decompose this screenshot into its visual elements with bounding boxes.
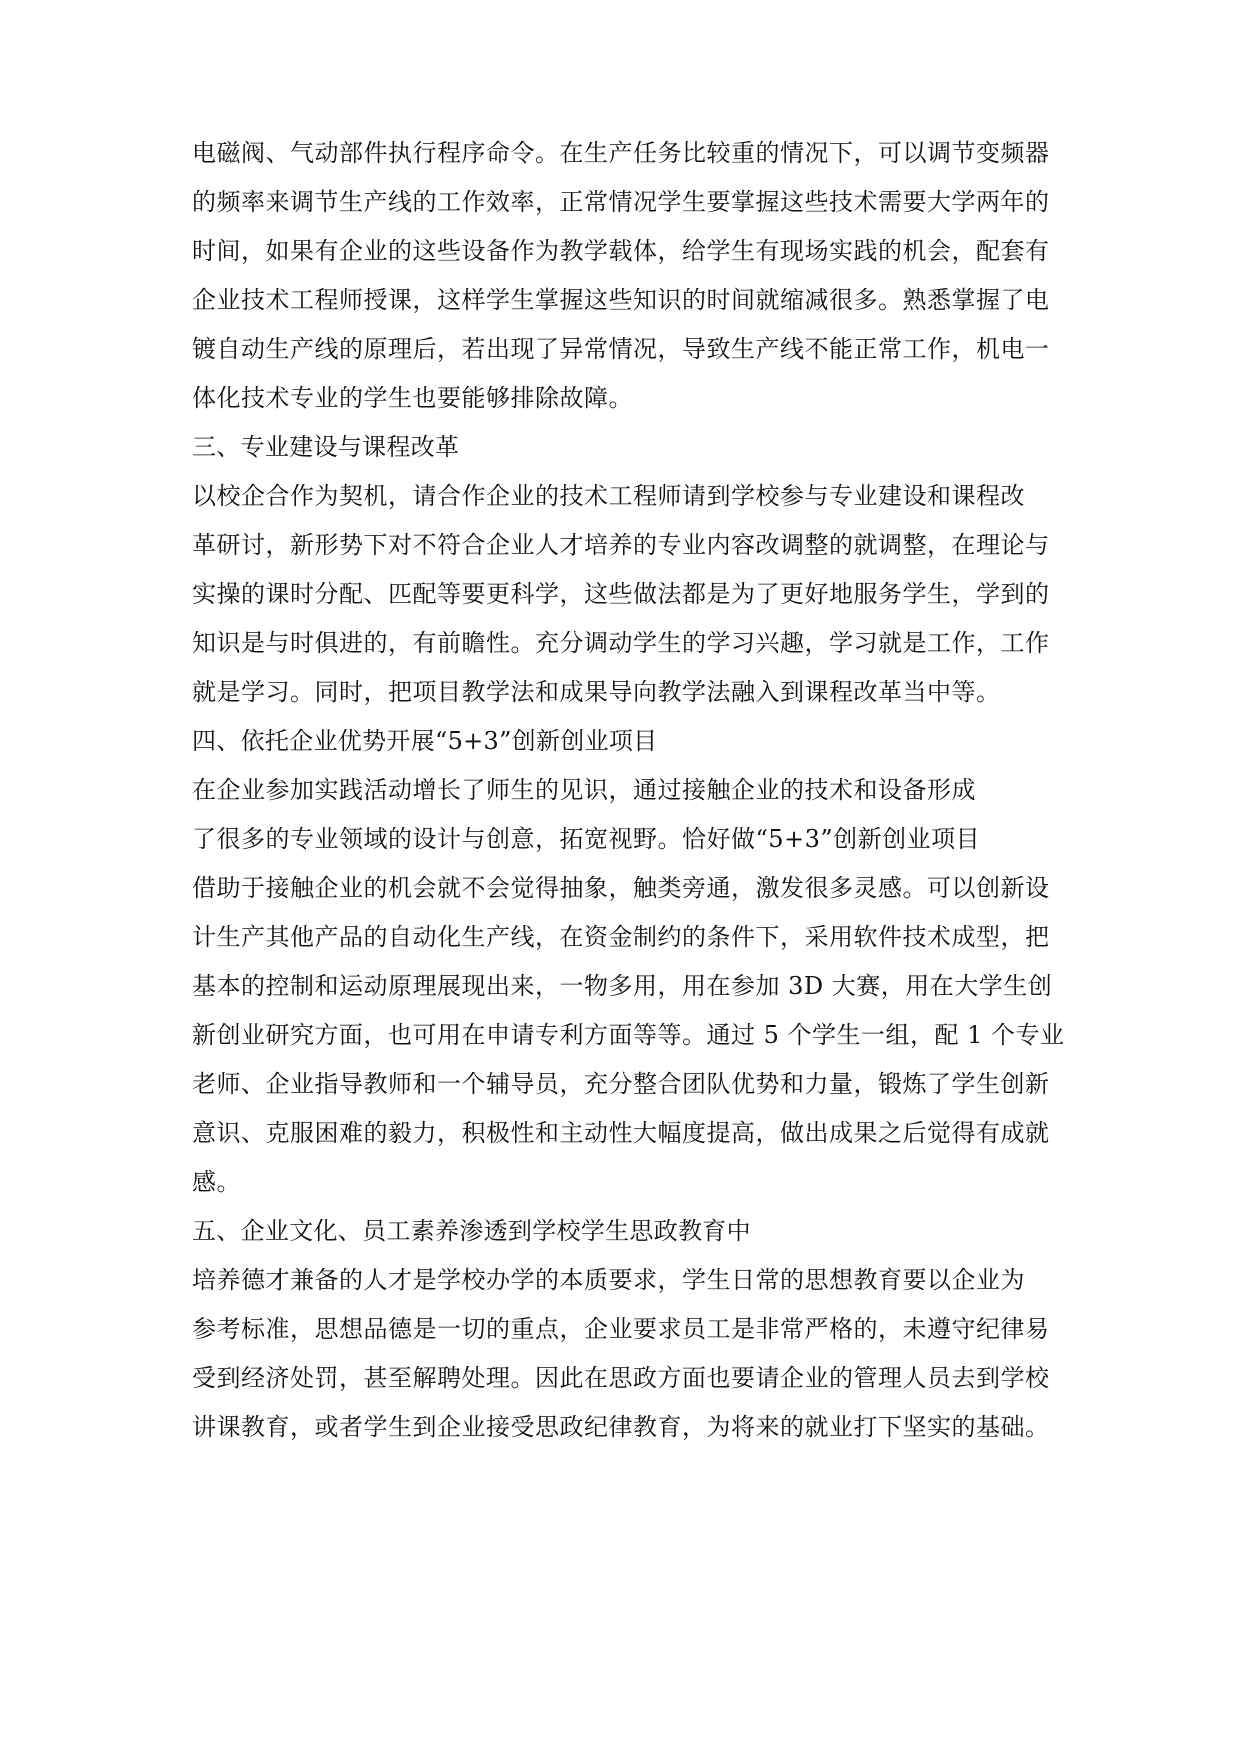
text-line: 讲课教育，或者学生到企业接受思政纪律教育，为将来的就业打下坚实的基础。 bbox=[192, 1413, 1050, 1441]
section-heading: 五、企业文化、员工素养渗透到学校学生思政教育中 bbox=[192, 1217, 751, 1245]
text-line: 实操的课时分配、匹配等要更科学，这些做法都是为了更好地服务学生，学到的 bbox=[192, 580, 1050, 608]
text-line: 以校企合作为契机，请合作企业的技术工程师请到学校参与专业建设和课程改 bbox=[192, 482, 1025, 510]
text-line: 基本的控制和运动原理展现出来，一物多用，用在参加 3D 大赛，用在大学生创 bbox=[192, 972, 1053, 1000]
text-line: 了很多的专业领域的设计与创意，拓宽视野。恰好做“5+3”创新创业项目 bbox=[192, 825, 981, 853]
text-line: 电磁阀、气动部件执行程序命令。在生产任务比较重的情况下，可以调节变频器 bbox=[192, 139, 1050, 167]
text-line: 培养德才兼备的人才是学校办学的本质要求，学生日常的思想教育要以企业为 bbox=[192, 1266, 1025, 1294]
text-line: 镀自动生产线的原理后，若出现了异常情况，导致生产线不能正常工作，机电一 bbox=[192, 335, 1050, 363]
text-line: 参考标准，思想品德是一切的重点，企业要求员工是非常严格的，未遵守纪律易 bbox=[192, 1315, 1050, 1343]
section-heading: 三、专业建设与课程改革 bbox=[192, 433, 460, 461]
text-line: 受到经济处罚，甚至解聘处理。因此在思政方面也要请企业的管理人员去到学校 bbox=[192, 1364, 1050, 1392]
text-line: 体化技术专业的学生也要能够排除故障。 bbox=[192, 384, 633, 412]
text-line: 企业技术工程师授课，这样学生掌握这些知识的时间就缩减很多。熟悉掌握了电 bbox=[192, 286, 1050, 314]
text-line: 新创业研究方面，也可用在申请专利方面等等。通过 5 个学生一组，配 1 个专业 bbox=[192, 1021, 1065, 1049]
text-line: 知识是与时俱进的，有前瞻性。充分调动学生的学习兴趣，学习就是工作，工作 bbox=[192, 629, 1050, 657]
text-line: 计生产其他产品的自动化生产线，在资金制约的条件下，采用软件技术成型，把 bbox=[192, 923, 1050, 951]
text-line: 感。 bbox=[192, 1168, 241, 1196]
text-line: 时间，如果有企业的这些设备作为教学载体，给学生有现场实践的机会，配套有 bbox=[192, 237, 1050, 265]
text-line: 革研讨，新形势下对不符合企业人才培养的专业内容改调整的就调整，在理论与 bbox=[192, 531, 1050, 559]
text-line: 老师、企业指导教师和一个辅导员，充分整合团队优势和力量，锻炼了学生创新 bbox=[192, 1070, 1050, 1098]
text-line: 的频率来调节生产线的工作效率，正常情况学生要掌握这些技术需要大学两年的 bbox=[192, 188, 1050, 216]
section-heading: 四、依托企业优势开展“5+3”创新创业项目 bbox=[192, 727, 658, 755]
text-line: 借助于接触企业的机会就不会觉得抽象，触类旁通，激发很多灵感。可以创新设 bbox=[192, 874, 1050, 902]
text-line: 在企业参加实践活动增长了师生的见识，通过接触企业的技术和设备形成 bbox=[192, 776, 976, 804]
text-line: 就是学习。同时，把项目教学法和成果导向教学法融入到课程改革当中等。 bbox=[192, 678, 1001, 706]
text-line: 意识、克服困难的毅力，积极性和主动性大幅度提高，做出成果之后觉得有成就 bbox=[192, 1119, 1050, 1147]
